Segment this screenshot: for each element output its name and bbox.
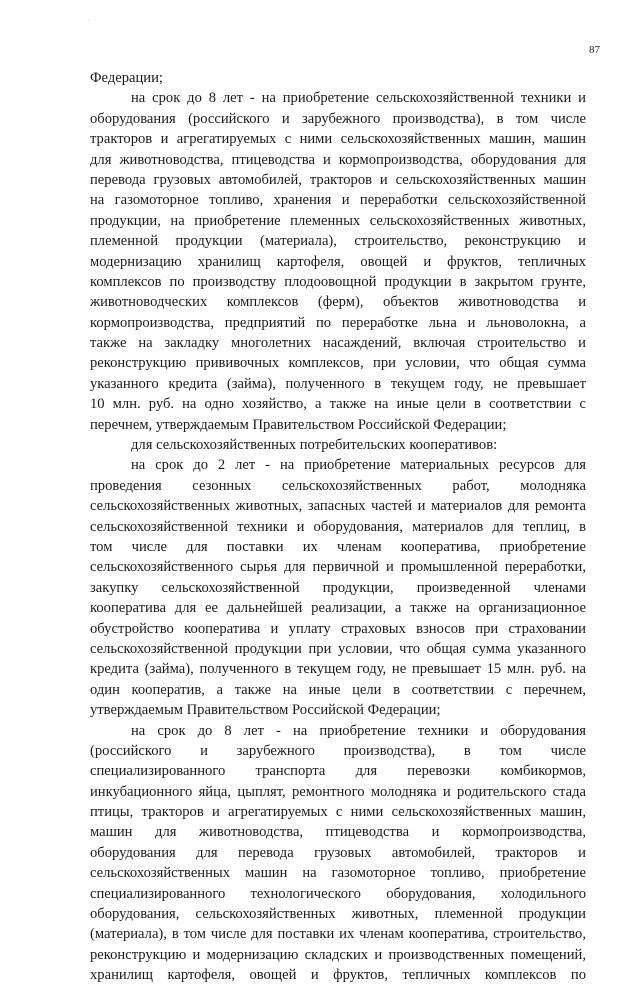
text-line: сельскохозяйственной техники и оборудования, материалов для теплиц, в xyxy=(90,518,586,535)
text-line: для животноводства, птицеводства и кормопроизводства, оборудования для xyxy=(90,151,586,168)
text-line: продукции, на приобретение племенных сельскохозяйственных животных, xyxy=(90,212,586,229)
page-number: 87 xyxy=(589,44,600,56)
text-line: обустройство кооператива и уплату страховых взносов при страховании xyxy=(90,620,586,637)
text-line: на срок до 8 лет - на приобретение сельскохозяйственной техники и xyxy=(131,90,586,107)
text-line: хранилищ картофеля, овощей и фруктов, тепличных комплексов по xyxy=(90,967,586,984)
text-line: оборудования, сельскохозяйственных животных, племенной продукции xyxy=(90,906,586,923)
text-line: оборудования (российского и зарубежного производства), в том числе xyxy=(90,110,586,127)
text-line: также на закладку многолетних насаждений, включая строительство и xyxy=(90,335,586,352)
scan-mark xyxy=(88,20,89,21)
text-line: инкубационного яйца, цыплят, ремонтного молодняка и родительского стада xyxy=(90,783,586,800)
text-line: на срок до 8 лет - на приобретение техники и оборудования xyxy=(131,722,586,739)
body-text xyxy=(90,68,586,986)
text-line: племенной продукции (материала), строительство, реконструкцию и xyxy=(90,233,586,250)
text-line: проведения сезонных сельскохозяйственных работ, молодняка xyxy=(90,477,586,494)
text-line: специализированного технологического оборудования, холодильного xyxy=(90,885,586,902)
text-line: модернизацию хранилищ картофеля, овощей и фруктов, тепличных xyxy=(90,253,586,270)
text-line: сельскохозяйственного сырья для первичной и промышленной переработки, xyxy=(90,559,586,576)
text-line: реконструкцию и модернизацию складских и производственных помещений, xyxy=(90,946,586,963)
text-line: сельскохозяйственной продукции при условии, что общая сумма указанного xyxy=(90,640,586,657)
text-line: на газомоторное топливо, хранения и переработки сельскохозяйственной xyxy=(90,192,586,209)
text-line: реконструкцию прививочных комплексов, при условии, что общая сумма xyxy=(90,355,586,372)
text-line: Федерации; xyxy=(90,70,163,86)
text-line: комплексов по производству плодоовощной продукции в закрытом грунте, xyxy=(90,273,586,290)
text-line: кооператива для ее дальнейшей реализации, а также на организационное xyxy=(90,600,586,617)
text-line: сельскохозяйственных животных, запасных частей и материалов для ремонта xyxy=(90,498,586,515)
text-line: животноводческих комплексов (ферм), объектов животноводства и xyxy=(90,294,586,311)
text-line: на срок до 2 лет - на приобретение материальных ресурсов для xyxy=(131,457,586,474)
text-line: (российского и зарубежного производства), в том числе xyxy=(90,742,586,759)
text-line: том числе для поставки их членам кооператива, приобретение xyxy=(90,538,586,555)
text-line: птицы, тракторов и агрегатируемых с ними сельскохозяйственных машин, xyxy=(90,804,586,821)
text-line: специализированного транспорта для перевозки комбикормов, xyxy=(90,763,586,780)
text-line: тракторов и агрегатируемых с ними сельскохозяйственных машин, машин xyxy=(90,131,586,148)
text-line: один кооператив, а также на иные цели в соответствии с перечнем, xyxy=(90,681,586,698)
text-line: кредита (займа), полученного в текущем году, не превышает 15 млн. руб. на xyxy=(90,661,586,678)
text-line: 10 млн. руб. на одно хозяйство, а также на иные цели в соответствии с xyxy=(90,396,586,413)
text-line: машин для животноводства, птицеводства и кормопроизводства, xyxy=(90,824,586,841)
text-line: перечнем, утверждаемым Правительством Российской Федерации; xyxy=(90,416,507,433)
text-line: (материала), в том числе для поставки их членам кооператива, строительство, xyxy=(90,926,586,943)
text-line: кормопроизводства, предприятий по переработке льна и льноволокна, а xyxy=(90,314,586,331)
text-line: закупку сельскохозяйственной продукции, произведенной членами xyxy=(90,579,586,596)
text-line: утверждаемым Правительством Российской Федерации; xyxy=(90,702,441,719)
text-line: указанного кредита (займа), полученного в текущем году, не превышает xyxy=(90,375,586,392)
text-line: сельскохозяйственных машин на газомоторное топливо, приобретение xyxy=(90,865,586,882)
text-line: перевода грузовых автомобилей, тракторов и сельскохозяйственных машин xyxy=(90,171,586,188)
text-line: для сельскохозяйственных потребительских кооперативов: xyxy=(131,437,498,454)
text-line: оборудования для перевода грузовых автомобилей, тракторов и xyxy=(90,844,586,861)
